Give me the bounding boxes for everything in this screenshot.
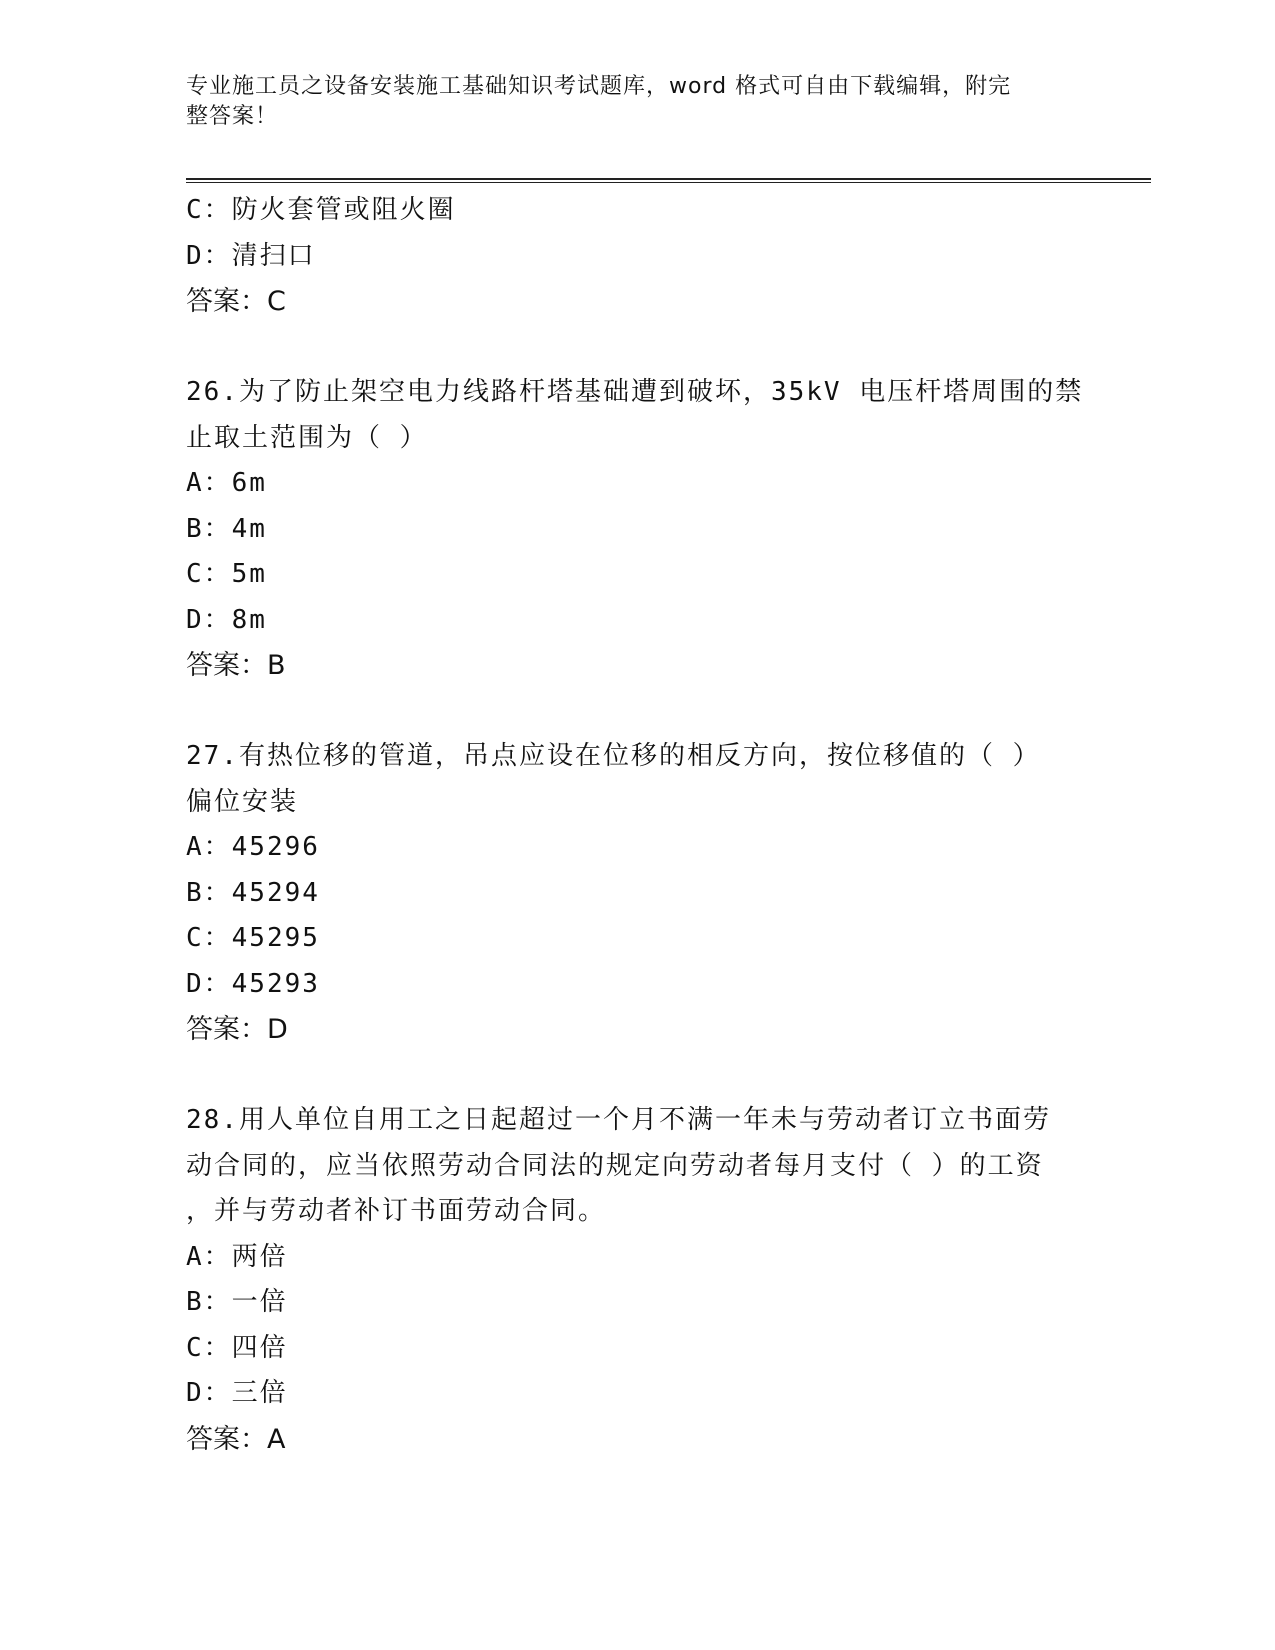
option-a: A：6m bbox=[186, 468, 267, 498]
option-c: C：45295 bbox=[186, 923, 320, 953]
option-d: D：清扫口 bbox=[186, 240, 316, 271]
answer-line: 答案：A bbox=[186, 1423, 286, 1455]
option-a: A：两倍 bbox=[186, 1241, 288, 1272]
option-a: A：45296 bbox=[186, 832, 320, 862]
question-stem-line: 止取土范围为（ ） bbox=[186, 422, 428, 453]
question-stem-line: ，并与劳动者补订书面劳动合同。 bbox=[186, 1196, 607, 1226]
option-b: B：45294 bbox=[186, 877, 320, 908]
option-b: B：4m bbox=[186, 513, 267, 544]
answer-line: 答案：D bbox=[186, 1014, 288, 1045]
header-rule-thick bbox=[186, 178, 1151, 180]
spacer bbox=[186, 1053, 1151, 1099]
option-d: D：45293 bbox=[186, 968, 320, 999]
question-26 bbox=[186, 370, 1151, 689]
question-stem-line: 偏位安装 bbox=[186, 786, 299, 817]
header-rule-thin bbox=[186, 182, 1151, 183]
question-stem-line: 27.有热位移的管道，吊点应设在位移的相反方向，按位移值的（ ） bbox=[186, 741, 1041, 771]
option-c: C：四倍 bbox=[186, 1332, 288, 1363]
question-stem-line: 28.用人单位自用工之日起超过一个月不满一年未与劳动者订立书面劳 bbox=[186, 1105, 1051, 1135]
spacer bbox=[186, 689, 1151, 735]
option-c: C：防火套管或阻火圈 bbox=[186, 195, 456, 225]
page-header bbox=[186, 72, 1066, 132]
question-stem-line: 动合同的，应当依照劳动合同法的规定向劳动者每月支付（ ）的工资 bbox=[186, 1150, 1044, 1181]
header-line-2: 整答案！ bbox=[186, 104, 279, 129]
question-25-tail bbox=[186, 188, 1151, 325]
option-c: C：5m bbox=[186, 559, 267, 589]
question-28 bbox=[186, 1098, 1151, 1462]
question-stem-line: 26.为了防止架空电力线路杆塔基础遭到破坏，35kV 电压杆塔周围的禁 bbox=[186, 377, 1084, 407]
answer-line: 答案：C bbox=[186, 286, 286, 317]
option-d: D：8m bbox=[186, 604, 267, 635]
spacer bbox=[186, 325, 1151, 371]
header-line-1: 专业施工员之设备安装施工基础知识考试题库，word 格式可自由下载编辑，附完 bbox=[186, 74, 1012, 99]
option-d: D：三倍 bbox=[186, 1378, 288, 1408]
question-27 bbox=[186, 734, 1151, 1053]
document-page bbox=[186, 0, 1151, 1650]
answer-line: 答案：B bbox=[186, 650, 286, 681]
option-b: B：一倍 bbox=[186, 1287, 288, 1317]
question-content bbox=[186, 188, 1151, 1462]
